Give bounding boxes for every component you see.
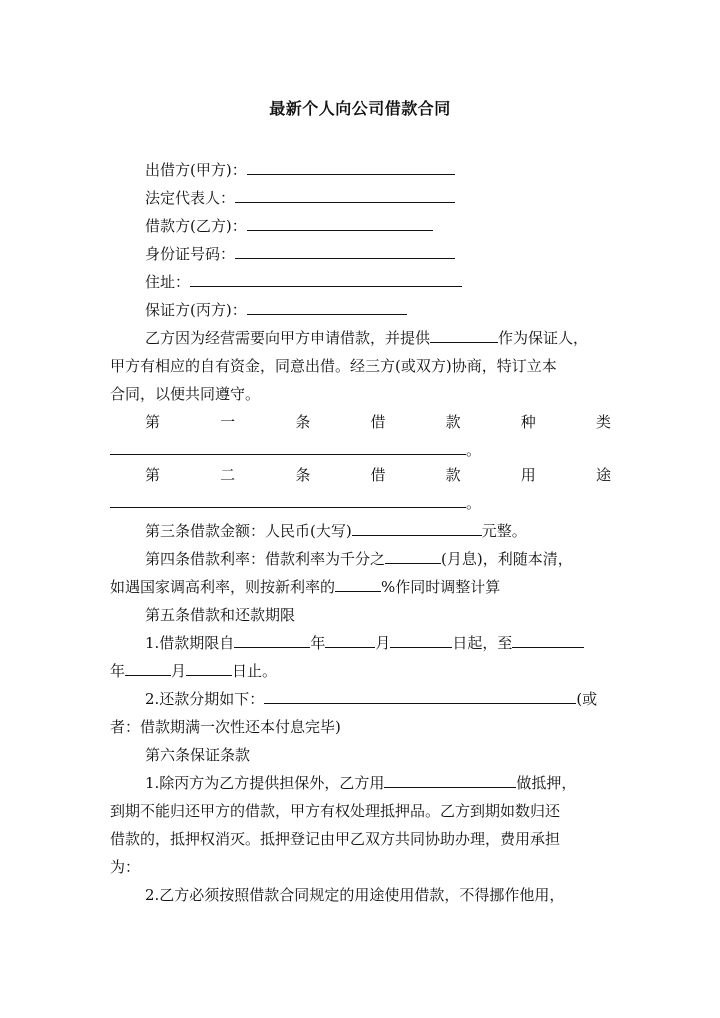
borrower-label: 借款方(乙方)： bbox=[145, 217, 247, 235]
a3-text-b: 元整。 bbox=[481, 522, 527, 540]
article5-p2-line1 bbox=[145, 689, 597, 709]
article6-p2-line1: 2.乙方必须按照借款合同规定的用途使用借款，不得挪作他用， bbox=[145, 886, 565, 904]
article6-heading: 第六条保证条款 bbox=[145, 746, 251, 764]
legal-rep-line bbox=[145, 188, 455, 208]
guarantor-name-blank[interactable] bbox=[430, 328, 498, 343]
article6-p1-line2: 到期不能归还甲方的借款，甲方有权处理抵押品。乙方到期如数归还 bbox=[110, 802, 561, 820]
article6-p1-line3: 借款的，抵押权消灭。抵押登记由甲乙双方共同协助办理，费用承担 bbox=[110, 830, 561, 848]
article4-line-2 bbox=[110, 577, 500, 597]
document-title: 最新个人向公司借款合同 bbox=[269, 99, 451, 118]
article3-line bbox=[145, 521, 527, 541]
a2-char: 途 bbox=[595, 466, 611, 484]
end-year-blank[interactable] bbox=[512, 633, 584, 648]
a2-char: 二 bbox=[220, 466, 236, 484]
a1-char: 种 bbox=[520, 413, 536, 431]
lender-label: 出借方(甲方)： bbox=[145, 161, 247, 179]
start-day-blank[interactable] bbox=[390, 633, 452, 648]
address-blank[interactable] bbox=[190, 272, 462, 287]
a5-p2a: 2.还款分期如下： bbox=[145, 690, 265, 708]
intro-text-1b: 作为保证人， bbox=[498, 329, 589, 347]
article1-heading bbox=[145, 412, 611, 432]
article6-p1-line4: 为： bbox=[110, 858, 141, 876]
a2-end: 。 bbox=[466, 494, 482, 512]
article2-heading bbox=[145, 465, 611, 485]
a2-char: 借 bbox=[370, 466, 386, 484]
borrower-line bbox=[145, 216, 433, 236]
a2-char: 条 bbox=[295, 466, 311, 484]
end-day-blank[interactable] bbox=[186, 661, 232, 676]
a3-text-a: 第三条借款金额：人民币(大写) bbox=[145, 522, 352, 540]
legal-rep-blank[interactable] bbox=[235, 188, 455, 203]
article4-line-1 bbox=[145, 549, 611, 569]
a1-char: 款 bbox=[445, 413, 461, 431]
article5-p1-line2 bbox=[110, 661, 277, 681]
a5-p1c: 月 bbox=[375, 634, 391, 652]
a5-p1g: 日止。 bbox=[232, 662, 278, 680]
a1-char: 一 bbox=[220, 413, 236, 431]
a5-p1b: 年 bbox=[310, 634, 326, 652]
a2-char: 第 bbox=[145, 466, 161, 484]
article1-blank-line bbox=[110, 440, 481, 460]
id-number-blank[interactable] bbox=[235, 244, 455, 259]
a5-p2b: (或 bbox=[576, 690, 598, 708]
address-line bbox=[145, 272, 462, 292]
article2-blank-line bbox=[110, 493, 481, 513]
intro-line-3: 合同，以便共同遵守。 bbox=[110, 385, 261, 403]
borrower-blank[interactable] bbox=[247, 216, 433, 231]
a5-p1d: 日起，至 bbox=[452, 634, 513, 652]
adjust-rate-blank[interactable] bbox=[335, 577, 381, 592]
start-month-blank[interactable] bbox=[325, 633, 375, 648]
a5-p1f: 月 bbox=[171, 662, 187, 680]
a2-char: 用 bbox=[520, 466, 536, 484]
a2-char: 款 bbox=[445, 466, 461, 484]
legal-rep-label: 法定代表人： bbox=[145, 189, 236, 207]
loan-type-blank[interactable] bbox=[110, 440, 466, 455]
article6-p1-line1 bbox=[145, 773, 611, 793]
a1-char: 第 bbox=[145, 413, 161, 431]
article5-p1-line1 bbox=[145, 633, 584, 653]
a4-text-d: %作同时调整计算 bbox=[381, 578, 501, 596]
a5-p1a: 1.借款期限自 bbox=[145, 634, 235, 652]
installment-blank[interactable] bbox=[264, 689, 576, 704]
intro-line-2: 甲方有相应的自有资金，同意出借。经三方(或双方)协商，特订立本 bbox=[110, 357, 557, 375]
a1-char: 条 bbox=[295, 413, 311, 431]
loan-purpose-blank[interactable] bbox=[110, 493, 466, 508]
a1-char: 类 bbox=[595, 413, 611, 431]
start-year-blank[interactable] bbox=[234, 633, 310, 648]
rate-blank[interactable] bbox=[385, 549, 441, 564]
id-number-line bbox=[145, 244, 455, 264]
collateral-blank[interactable] bbox=[384, 773, 516, 788]
a6-p1b: 做抵押， bbox=[516, 774, 577, 792]
intro-line-1 bbox=[145, 328, 611, 348]
lender-blank[interactable] bbox=[247, 160, 455, 175]
a5-p1e: 年 bbox=[110, 662, 126, 680]
guarantor-line bbox=[145, 300, 407, 320]
a4-text-c: 如遇国家调高利率，则按新利率的 bbox=[110, 578, 336, 596]
a1-end: 。 bbox=[466, 441, 482, 459]
intro-text-1a: 乙方因为经营需要向甲方申请借款，并提供 bbox=[145, 329, 431, 347]
a4-text-a: 第四条借款利率：借款利率为千分之 bbox=[145, 550, 386, 568]
end-month-blank[interactable] bbox=[125, 661, 171, 676]
article5-p2-line2: 者：借款期满一次性还本付息完毕) bbox=[110, 718, 341, 736]
article5-heading: 第五条借款和还款期限 bbox=[145, 606, 296, 624]
guarantor-blank[interactable] bbox=[247, 300, 407, 315]
amount-blank[interactable] bbox=[352, 521, 482, 536]
a6-p1a: 1.除丙方为乙方提供担保外，乙方用 bbox=[145, 774, 385, 792]
lender-line bbox=[145, 160, 455, 180]
a4-text-b: (月息)，利随本清， bbox=[441, 550, 573, 568]
guarantor-label: 保证方(丙方)： bbox=[145, 301, 247, 319]
address-label: 住址： bbox=[145, 273, 191, 291]
id-number-label: 身份证号码： bbox=[145, 245, 236, 263]
a1-char: 借 bbox=[370, 413, 386, 431]
